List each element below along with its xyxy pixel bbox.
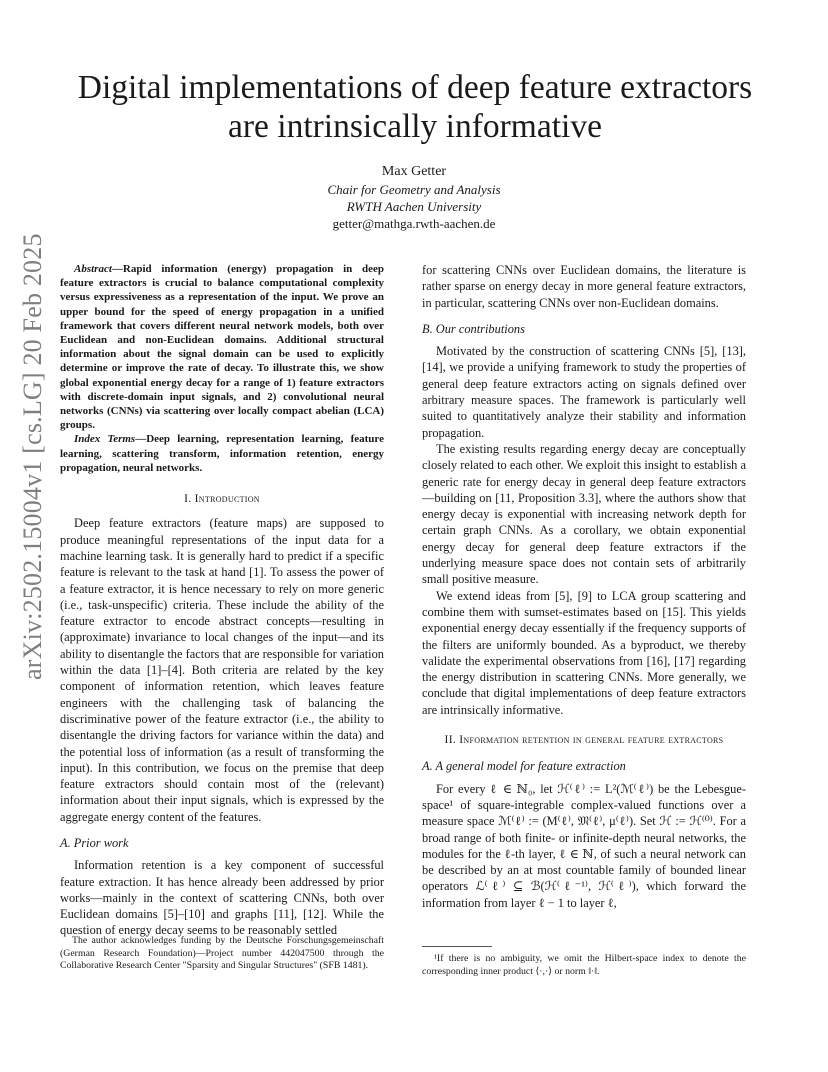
- contributions-paragraph-2: The existing results regarding energy decay are conceptually closely related to each other. We exploit this insight to establish a generic rate for energy decay in general deep feature extractors—building on [11, Proposition 3.3], where the authors show that energy decay is exponential with increasing network depth for certain graph CNNs. As a corollary, we obtain exponential energy decay for general deep feature extractors if the underlying measure space does not contain sets of arbitrarily small positive measure.: [422, 441, 746, 587]
- subsection-heading-prior-work: A. Prior work: [60, 835, 129, 850]
- arxiv-side-stamp: [18, 233, 48, 682]
- author-name: Max Getter: [381, 164, 447, 179]
- prior-work-continued: for scattering CNNs over Euclidean domains, the literature is rather sparse on energy decay in more general feature extractors, in particular, scattering CNNs over non-Euclidean domains.: [422, 263, 746, 310]
- contributions-paragraph-3: We extend ideas from [5], [9] to LCA group scattering and combine them with sumset-estimates based on [15]. This yields exponential energy decay essentially if the frequency supports of the filters are uniformly bounded. As a byproduct, we thereby validate the experimental observations from [16], [17] regarding the energy distribution in scattering CNNs. More generally, we conclude that digital implementations of deep feature extractors are intrinsically informative.: [422, 588, 746, 717]
- contributions-paragraph-1: Motivated by the construction of scattering CNNs [5], [13], [14], we provide a unifying framework to study the properties of general deep feature extractors acting on signals defined over arbitrary measure spaces. The framework is particularly well suited to quantitatively analyze their stability and information propagation.: [422, 344, 746, 440]
- abstract-text: —Rapid information (energy) propagation in deep feature extractors is crucial to balance computational complexity versus expressiveness as a representation of the input. We prove an upper bound for the speed of energy propagation in a unified framework that covers different neural network models, both over Euclidean and non-Euclidean domains. Additional structural information about the signal domain can be used to explicitly determine or improve the rate of decay. To illustrate this, we show global exponential energy decay for a range of 1) feature extractors with discrete-domain input signals, and 2) convolutional neural networks (CNNs) via scattering over locally compact abelian (LCA) groups.: [60, 263, 384, 432]
- author-affiliation-2: RWTH Aachen University: [346, 199, 482, 214]
- footnote-1: [422, 946, 746, 978]
- intro-paragraph: Deep feature extractors (feature maps) are supposed to produce meaningful representations of the input data for a machine learning task. It is generally hard to predict if a specific feature is relevant to the task at hand [1]. To assess the power of a feature extractor, it is hence necessary to rely on more generic (i.e., task-unspecific) criteria. These include the ability of the feature extractor to encode abstract concepts—resulting in (approximate) invariance to local changes of the input—and its ability to disentangle the factors that are responsible for variation within the data [1]–[4]. Both criteria are related by the key component of information retention, which leaves feature engineers with the challenging task of balancing the discriminative power of the feature extractor (i.e., the ability to disentangle the driving factors for variance within the data) and the potential loss of information (as a result of transforming the input). In this contribution, we focus on the premise that deep feature extractors should contain most of the (relevant) information about their input signals, which is expressed by the aggregate energy content of the features.: [60, 516, 384, 824]
- prior-work-paragraph: Information retention is a key component of successful feature extraction. It has hence already been addressed by prior works—mainly in the context of scattering CNNs, both over Euclidean domains [5]–[10] and graphs [11], [12]. While the question of energy decay seems to be reasonably settled: [60, 858, 384, 938]
- right-column: [422, 262, 746, 911]
- author-block: [214, 163, 614, 232]
- subsection-heading-contributions: B. Our contributions: [422, 321, 525, 336]
- abstract-lead: Abstract: [74, 263, 112, 275]
- author-affiliation-1: Chair for Geometry and Analysis: [327, 182, 501, 197]
- index-terms-lead: Index Terms: [74, 433, 136, 446]
- paper-title: Digital implementations of deep feature extractors are intrinsically informative: [77, 69, 753, 145]
- funding-text: The author acknowledges funding by the Deutsche Forschungsgemeinschaft (German Research Foundation)—Project number 442047500 through the Collaborative Research Center "Sparsity and Singular Structures" (SFB 1481).: [60, 935, 384, 971]
- abstract: [60, 262, 384, 432]
- index-terms: [60, 432, 384, 475]
- author-email: getter@mathga.rwth-aachen.de: [332, 216, 496, 231]
- footnote-rule: [422, 946, 492, 947]
- footnote-1-text: ¹If there is no ambiguity, we omit the Hilbert-space index to denote the corresponding inner product ⟨·,·⟩ or norm ‖·‖.: [422, 953, 746, 977]
- funding-footnote: [60, 935, 384, 973]
- subsection-heading-general-model: A. A general model for feature extraction: [422, 759, 626, 774]
- section-heading-information-retention: II. Information retention in general feature extractors: [444, 733, 724, 747]
- index-terms-text: —Deep learning, representation learning, feature learning, scattering transform, information retention, energy propagation, neural networks.: [60, 433, 384, 474]
- general-model-paragraph: For every ℓ ∈ ℕ₀, let ℋ⁽ℓ⁾ := L²(ℳ⁽ℓ⁾) be the Lebesgue-space¹ of square-integrable complex-valued functions over a measure space ℳ⁽ℓ⁾ := (M⁽ℓ⁾, 𝔐⁽ℓ⁾, μ⁽ℓ⁾). Set ℋ := ℋ⁽⁰⁾. For a broad range of both finite- or infinite-depth neural networks, the modules for the ℓ-th layer, ℓ ∈ ℕ, of such a neural network can be described by an at most countable family of bounded linear operators ℒ⁽ℓ⁾ ⊆ ℬ(ℋ⁽ℓ⁻¹⁾, ℋ⁽ℓ⁾), which forward the information from layer ℓ − 1 to layer ℓ,: [422, 781, 746, 910]
- arxiv-identifier: arXiv:2502.15004v1 [cs.LG] 20 Feb 2025: [18, 233, 47, 680]
- left-column: [60, 262, 384, 939]
- section-heading-introduction: I. Introduction: [184, 492, 260, 506]
